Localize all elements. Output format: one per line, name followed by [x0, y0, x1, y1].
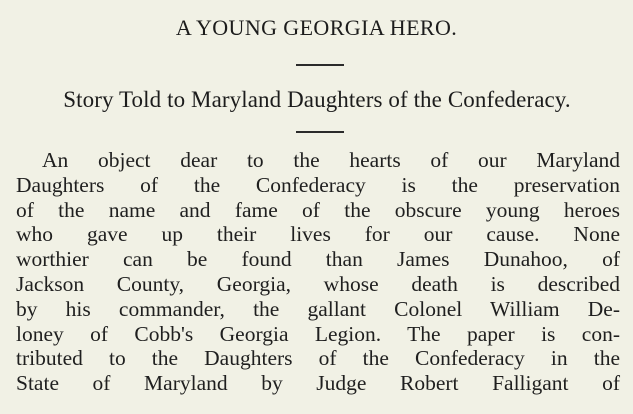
article-title: A YOUNG GEORGIA HERO.: [175, 15, 458, 40]
article-body: [16, 148, 620, 396]
title-divider: [296, 64, 344, 66]
body-line: worthier can be found than James Dunahoo, of: [16, 247, 620, 272]
body-line: tributed to the Daughters of the Confederacy in the: [16, 346, 620, 371]
body-line: loney of Cobb's Georgia Legion. The paper is con-: [16, 321, 620, 346]
article-subtitle: Story Told to Maryland Daughters of the Confederacy.: [63, 87, 571, 112]
body-line: An object dear to the hearts of our Maryland: [42, 148, 620, 172]
body-line: Jackson County, Georgia, whose death is described: [16, 271, 620, 296]
body-line: by his commander, the gallant Colonel William De-: [16, 296, 620, 321]
body-line: State of Maryland by Judge Robert Falligant of: [16, 371, 620, 396]
body-line: Daughters of the Confederacy is the preservation: [16, 172, 620, 197]
body-line: of the name and fame of the obscure young heroes: [16, 197, 620, 222]
body-line: who gave up their lives for our cause. None: [16, 222, 620, 247]
subtitle-divider: [296, 131, 344, 133]
